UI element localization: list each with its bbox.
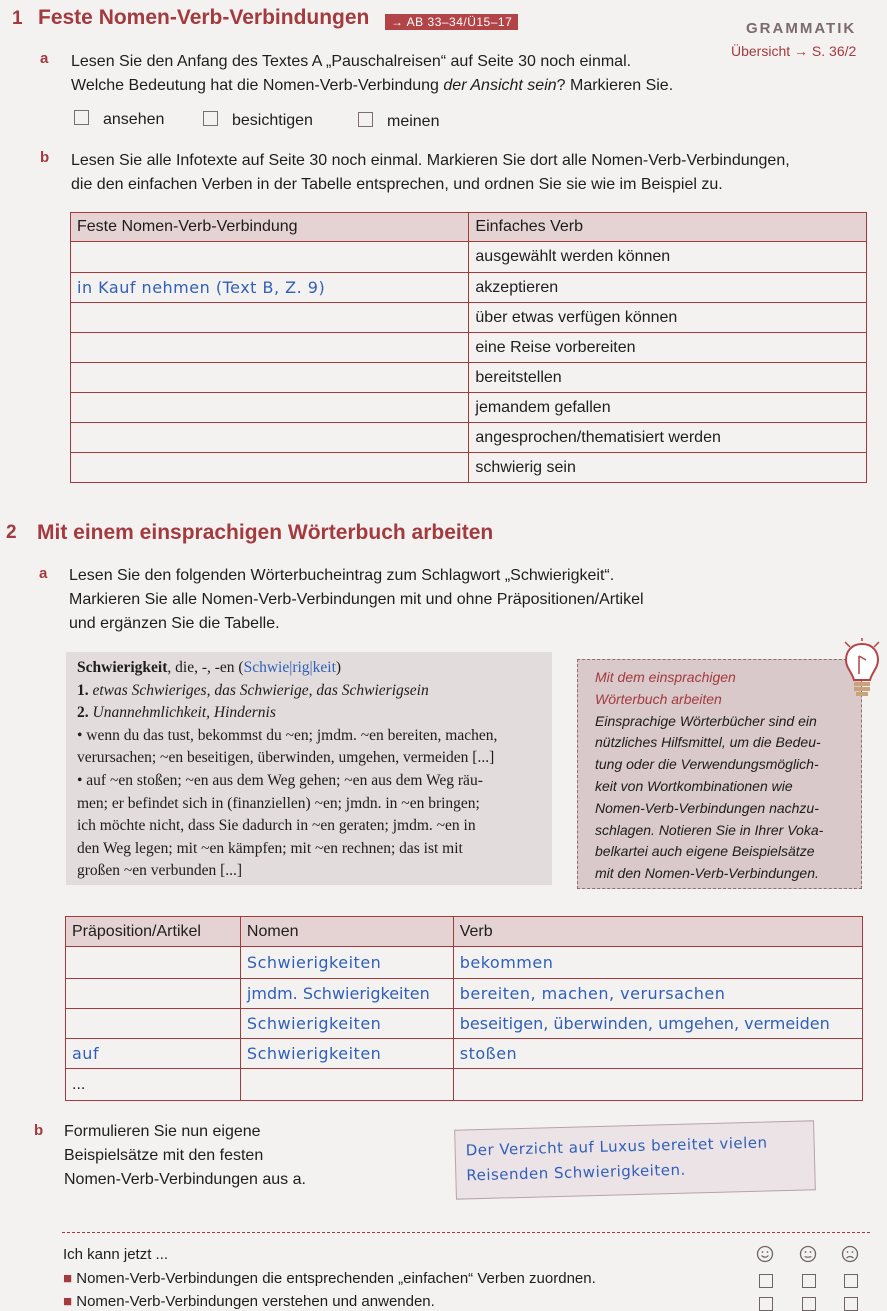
table-header-preposition: Präposition/Artikel — [66, 917, 241, 947]
dictionary-line: • auf ~en stoßen; ~en aus dem Weg gehen; ~en aus dem Weg räu- — [77, 771, 483, 789]
exercise-1a-line2: Welche Bedeutung hat die Nomen-Verb-Verbindung der Ansicht sein? Markieren Sie. — [71, 77, 674, 94]
lightbulb-icon — [842, 638, 882, 704]
checkbox[interactable] — [74, 110, 89, 125]
dictionary-line: großen ~en verbunden [...] — [77, 862, 243, 880]
nvv-cell[interactable] — [71, 333, 469, 363]
happy-face-icon — [758, 1247, 773, 1262]
verb-cell[interactable] — [453, 1069, 862, 1101]
tip-line: schlagen. Notieren Sie in Ihrer Voka- — [595, 821, 824, 838]
table-row — [71, 423, 867, 453]
option-ansehen[interactable]: ansehen — [74, 110, 164, 129]
verb-table-header-2: Einfaches Verb — [469, 213, 867, 242]
verb-cell: ausgewählt werden können — [469, 242, 867, 273]
exercise-1-title: Feste Nomen-Verb-Verbindungen — [38, 6, 370, 29]
mood-icons — [756, 1245, 866, 1265]
exercise-2a-instruction — [69, 564, 644, 636]
exercise-2b-line1: Formulieren Sie nun eigene — [64, 1123, 261, 1140]
exercise-1a-letter: a — [40, 50, 49, 67]
grammar-label: GRAMMATIK — [746, 20, 857, 37]
tip-line: belkartei auch eigene Beispielsätze — [595, 843, 815, 860]
checkbox[interactable] — [358, 112, 373, 127]
workbook-reference: → AB 33–34/Ü15–17 — [385, 14, 518, 30]
option-besichtigen[interactable]: besichtigen — [203, 111, 313, 130]
table-row — [71, 363, 867, 393]
verb-cell[interactable]: stoßen — [453, 1039, 862, 1069]
noun-cell[interactable]: Schwierigkeiten — [240, 1039, 453, 1069]
selfcheck-item-2: ■ Nomen-Verb-Verbindungen verstehen und anwenden. — [63, 1293, 435, 1310]
table-row — [66, 947, 863, 979]
preposition-cell[interactable]: ... — [66, 1069, 241, 1101]
verb-cell: über etwas verfügen können — [469, 303, 867, 333]
preposition-cell[interactable] — [66, 1009, 241, 1039]
dictionary-line: den Weg legen; mit ~en kämpfen; mit ~en rechnen; das ist mit — [77, 839, 463, 857]
verb-table — [70, 212, 867, 483]
exercise-1-number: 1 — [12, 8, 23, 29]
rating-checkbox[interactable] — [759, 1274, 773, 1288]
syllable-division: Schwie|rig|keit — [243, 659, 336, 676]
table-row — [71, 393, 867, 423]
verb-cell: akzeptieren — [469, 273, 867, 303]
dictionary-line: • wenn du das tust, bekommst du ~en; jmdm. ~en bereiten, machen, — [77, 726, 498, 744]
tip-line: tung oder die Verwendungsmöglich- — [595, 756, 819, 773]
verb-cell[interactable]: bekommen — [453, 947, 862, 979]
tip-line: Einsprachige Wörterbücher sind ein — [595, 712, 817, 729]
tip-line: keit von Wortkombinationen wie — [595, 777, 793, 794]
option-meinen[interactable]: meinen — [358, 112, 439, 131]
rating-checkbox[interactable] — [759, 1297, 773, 1311]
table-row — [66, 1009, 863, 1039]
nvv-cell[interactable] — [71, 303, 469, 333]
exercise-1b-line1: Lesen Sie alle Infotexte auf Seite 30 noch einmal. Markieren Sie dort alle Nomen-Verb-Verbindungen, — [71, 152, 790, 169]
exercise-2b-line2: Beispielsätze mit den festen — [64, 1147, 264, 1164]
exercise-2-title: Mit einem einsprachigen Wörterbuch arbeiten — [37, 521, 494, 544]
answer-note[interactable] — [454, 1120, 816, 1199]
footer-divider — [62, 1232, 870, 1233]
selfcheck-title: Ich kann jetzt ... — [63, 1246, 169, 1263]
verb-cell: eine Reise vorbereiten — [469, 333, 867, 363]
verb-cell: angesprochen/thematisiert werden — [469, 423, 867, 453]
dictionary-entry — [66, 652, 552, 885]
table-row — [71, 303, 867, 333]
exercise-2a-line2: Markieren Sie alle Nomen-Verb-Verbindungen mit und ohne Präpositionen/Artikel — [69, 591, 644, 608]
table-row — [71, 273, 867, 303]
verb-cell[interactable]: bereiten, machen, verursachen — [453, 979, 862, 1009]
verb-cell[interactable]: beseitigen, überwinden, umgehen, vermeiden — [453, 1009, 862, 1039]
table-row — [66, 1039, 863, 1069]
tip-box — [577, 659, 862, 889]
exercise-2b-line3: Nomen-Verb-Verbindungen aus a. — [64, 1171, 306, 1188]
nvv-cell[interactable] — [71, 453, 469, 483]
nvv-cell[interactable] — [71, 242, 469, 273]
dictionary-sense-2: 2. Unannehmlichkeit, Hindernis — [77, 704, 276, 722]
preposition-cell[interactable] — [66, 947, 241, 979]
answer-line2: Reisenden Schwierigkeiten. — [466, 1160, 686, 1185]
exercise-2a-line1: Lesen Sie den folgenden Wörterbucheintrag zum Schlagwort „Schwierigkeit“. — [69, 567, 615, 584]
rating-checkbox[interactable] — [802, 1274, 816, 1288]
rating-checkbox[interactable] — [844, 1274, 858, 1288]
checkbox[interactable] — [203, 111, 218, 126]
dictionary-line: verursachen; ~en beseitigen, überwinden, umgehen, vermeiden [...] — [77, 749, 495, 767]
rating-checkbox[interactable] — [802, 1297, 816, 1311]
exercise-1b-letter: b — [40, 149, 50, 166]
preposition-cell[interactable]: auf — [66, 1039, 241, 1069]
tip-title-line1: Mit dem einsprachigen — [595, 669, 736, 685]
tip-title-line2: Wörterbuch arbeiten — [595, 690, 722, 707]
preposition-cell[interactable] — [66, 979, 241, 1009]
noun-cell[interactable]: jmdm. Schwierigkeiten — [240, 979, 453, 1009]
verb-cell: jemandem gefallen — [469, 393, 867, 423]
table-header-verb: Verb — [453, 917, 862, 947]
verb-cell: bereitstellen — [469, 363, 867, 393]
exercise-2a-letter: a — [39, 565, 48, 582]
table-row — [66, 979, 863, 1009]
grammar-reference: Übersicht → S. 36/2 — [731, 43, 857, 59]
noun-cell[interactable]: Schwierigkeiten — [240, 1009, 453, 1039]
tip-line: Nomen-Verb-Verbindungen nachzu- — [595, 799, 819, 816]
dictionary-line: men; er befindet sich in (finanziellen) ~en; jmdn. in ~en bringen; — [77, 794, 480, 812]
tip-line: nützliches Hilfsmittel, um die Bedeu- — [595, 734, 821, 751]
nvv-cell[interactable] — [71, 393, 469, 423]
exercise-1a-instruction — [71, 50, 673, 98]
exercise-2b-instruction — [64, 1120, 306, 1192]
nvv-cell[interactable] — [71, 363, 469, 393]
exercise-1a-line1: Lesen Sie den Anfang des Textes A „Pauschalreisen“ auf Seite 30 noch einmal. — [71, 53, 632, 70]
noun-cell[interactable]: Schwierigkeiten — [240, 947, 453, 979]
nvv-cell[interactable] — [71, 423, 469, 453]
dictionary-headline: Schwierigkeit, die, -, -en (Schwie|rig|keit) — [77, 659, 342, 676]
verb-table-header-1: Feste Nomen-Verb-Verbindung — [71, 213, 469, 242]
exercise-2a-line3: und ergänzen Sie die Tabelle. — [69, 615, 280, 632]
schwierigkeit-table — [65, 916, 863, 1101]
exercise-1b-line2: die den einfachen Verben in der Tabelle entsprechen, und ordnen Sie sie wie im Beispiel zu. — [71, 176, 723, 193]
table-row — [66, 1069, 863, 1101]
table-header-noun: Nomen — [240, 917, 453, 947]
table-row — [71, 242, 867, 273]
dictionary-line: ich möchte nicht, dass Sie dadurch in ~en geraten; jmdm. ~en in — [77, 817, 476, 835]
sad-face-icon — [843, 1247, 858, 1262]
neutral-face-icon — [801, 1247, 816, 1262]
rating-checkbox[interactable] — [844, 1297, 858, 1311]
dictionary-sense-1: 1. etwas Schwieriges, das Schwierige, das Schwierigsein — [77, 681, 429, 699]
tip-line: mit den Nomen-Verb-Verbindungen. — [595, 865, 819, 882]
verb-cell: schwierig sein — [469, 453, 867, 483]
exercise-2-number: 2 — [6, 522, 17, 543]
answer-line1: Der Verzicht auf Luxus bereitet vielen — [465, 1133, 768, 1160]
noun-cell[interactable] — [240, 1069, 453, 1101]
table-row — [71, 453, 867, 483]
nvv-cell[interactable]: in Kauf nehmen (Text B, Z. 9) — [71, 273, 469, 303]
exercise-1b-instruction — [71, 149, 790, 197]
selfcheck-item-1: ■ Nomen-Verb-Verbindungen die entsprechenden „einfachen“ Verben zuordnen. — [63, 1270, 596, 1287]
exercise-2b-letter: b — [34, 1122, 44, 1139]
table-row — [71, 333, 867, 363]
